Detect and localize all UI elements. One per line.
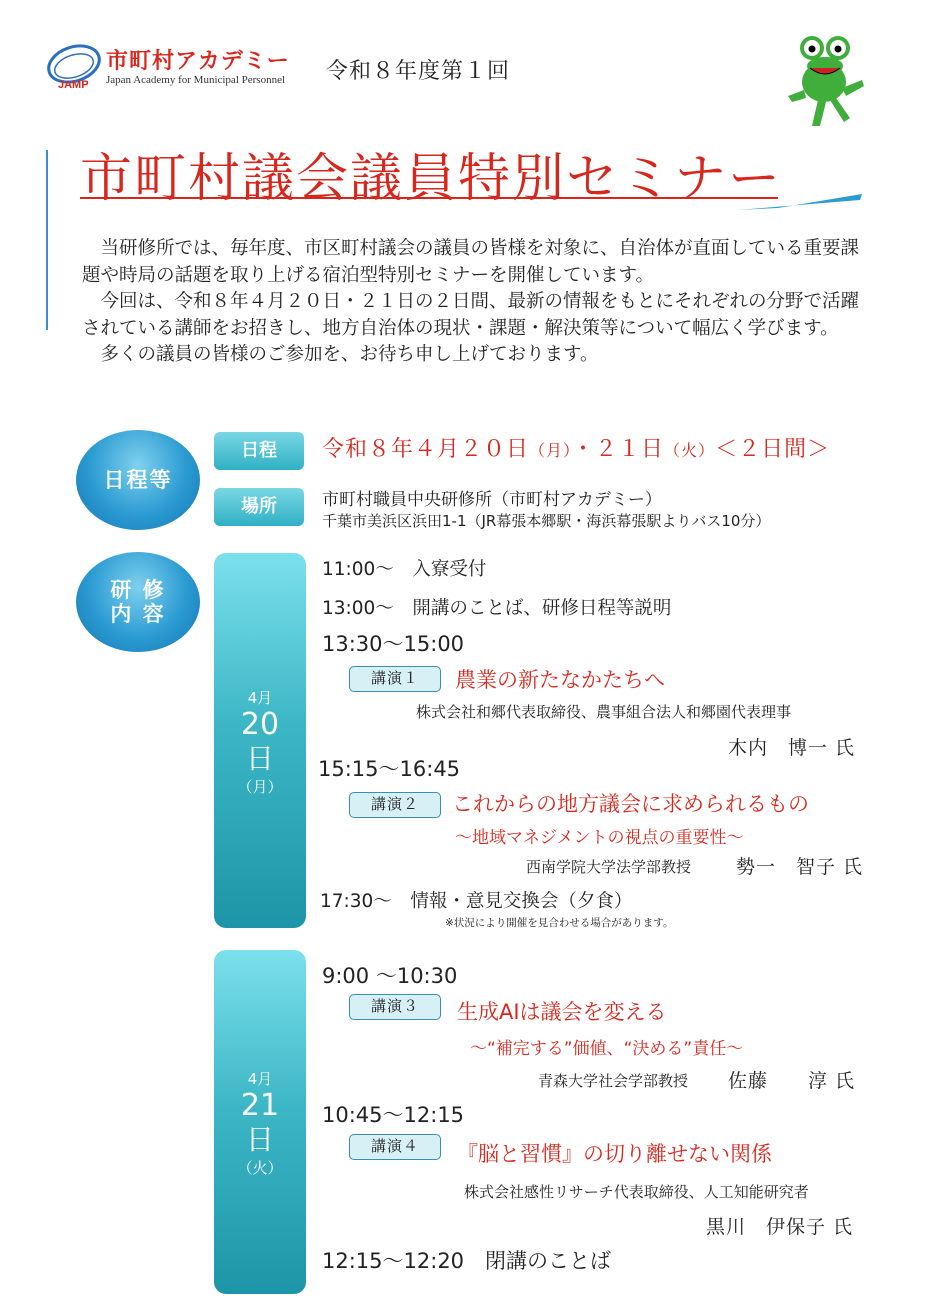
venue-address: 千葉市美浜区浜田1-1（JR幕張本郷駅・海浜幕張駅よりバス10分）: [322, 512, 771, 530]
day2-month: 4月: [247, 1070, 273, 1088]
lecture4-speaker: 黒川 伊保子 氏: [706, 1216, 854, 1238]
day1-exchange-dinner: 17:30～ 情報・意見交換会（夕食）: [320, 891, 633, 912]
content-section-label-2: 内 容: [110, 602, 166, 626]
day1-session1-time: 13:30～15:00: [322, 632, 465, 656]
schedule-section-label: 日程等: [103, 468, 173, 492]
intro-paragraph-2: 今回は、令和８年４月２０日・２１日の２日間、最新の情報をもとにそれぞれの分野で活躍されている講師をお招きし、地方自治体の現状・課題・解決策等について幅広く学びます。: [82, 291, 860, 339]
lecture4-affiliation: 株式会社感性リサーチ代表取締役、人工知能研究者: [464, 1183, 809, 1201]
lecture1-title: 農業の新たなかたちへ: [455, 668, 665, 692]
svg-text:JAMP: JAMP: [58, 79, 89, 91]
page-title: 市町村議会議員特別セミナー: [80, 149, 783, 209]
place-tag: 場所: [214, 488, 304, 526]
schedule-weekday-1: （月）: [529, 441, 573, 460]
day1-day: 20: [240, 707, 280, 742]
day2-date-panel: [214, 950, 306, 1294]
lecture3-subtitle: ～“補完する”価値、“決める”責任～: [470, 1039, 744, 1059]
title-accent-bar: [46, 150, 48, 330]
day2-day: 21: [240, 1088, 280, 1123]
academy-logo-icon: [44, 40, 106, 92]
day2-closing: 12:15～12:20 閉講のことば: [322, 1249, 612, 1273]
schedule-tag: 日程: [214, 432, 304, 470]
day2-session3-time: 9:00 ～10:30: [322, 964, 458, 988]
schedule-dates: [322, 432, 830, 463]
academy-name: 市町村アカデミー: [106, 49, 290, 74]
academy-english-name: Japan Academy for Municipal Personnel: [106, 74, 286, 86]
lecture2-title: これからの地方議会に求められるもの: [452, 792, 809, 816]
lecture1-speaker: 木内 博一 氏: [728, 737, 856, 759]
lecture4-title: 『脳と習慣』の切り離せない関係: [457, 1142, 772, 1166]
title-underline-icon: [78, 194, 862, 212]
lecture4-tag: 講演４: [349, 1134, 441, 1160]
day1-weekday: （月）: [237, 778, 283, 796]
schedule-section-badge: [76, 430, 200, 530]
intro-paragraph-1: 当研修所では、毎年度、市区町村議会の議員の皆様を対象に、自治体が直面している重要課題や時局の話題を取り上げる宿泊型特別セミナーを開催しています。: [82, 238, 860, 286]
lecture3-title: 生成AIは議会を変える: [457, 1000, 667, 1024]
lecture3-affiliation: 青森大学社会学部教授: [538, 1072, 689, 1090]
day1-session2-time: 15:15～16:45: [318, 757, 461, 781]
day2-weekday: （火）: [237, 1159, 283, 1177]
lecture2-affiliation: 西南学院大学法学部教授: [526, 858, 692, 876]
lecture3-speaker: 佐藤 淳 氏: [728, 1070, 856, 1092]
lecture1-tag: 講演１: [349, 666, 441, 692]
day2-session4-time: 10:45～12:15: [322, 1103, 465, 1127]
schedule-date-1: 令和８年４月２０日: [322, 437, 530, 462]
lecture2-subtitle: ～地域マネジメントの視点の重要性～: [455, 828, 744, 848]
day1-opening: 13:00～ 開講のことば、研修日程等説明: [322, 598, 672, 619]
content-section-badge: [76, 552, 200, 652]
day2-day-kanji: 日: [245, 1123, 274, 1156]
schedule-duration: ＜２日間＞: [715, 437, 831, 462]
content-section-label-1: 研 修: [110, 578, 166, 602]
day1-checkin: 11:00～ 入寮受付: [322, 559, 487, 580]
intro-text: [82, 236, 872, 369]
lecture2-speaker: 勢一 智子 氏: [736, 856, 864, 878]
lecture1-affiliation: 株式会社和郷代表取締役、農事組合法人和郷園代表理事: [416, 703, 792, 721]
edition-label: 令和８年度第１回: [326, 59, 511, 84]
lecture3-tag: 講演３: [349, 994, 441, 1020]
schedule-weekday-2: （火）: [664, 441, 716, 460]
schedule-date-2: ・２１日: [572, 437, 665, 462]
frog-mascot-icon: [784, 30, 866, 130]
day1-date-panel: [214, 553, 306, 928]
intro-paragraph-3: 多くの議員の皆様のご参加を、お待ち申し上げております。: [100, 344, 599, 365]
day1-day-kanji: 日: [245, 742, 274, 775]
day1-month: 4月: [247, 689, 273, 707]
venue-name: 市町村職員中央研修所（市町村アカデミー）: [322, 490, 662, 510]
day1-note: ※状況により開催を見合わせる場合があります。: [445, 917, 674, 929]
lecture2-tag: 講演２: [349, 792, 441, 818]
